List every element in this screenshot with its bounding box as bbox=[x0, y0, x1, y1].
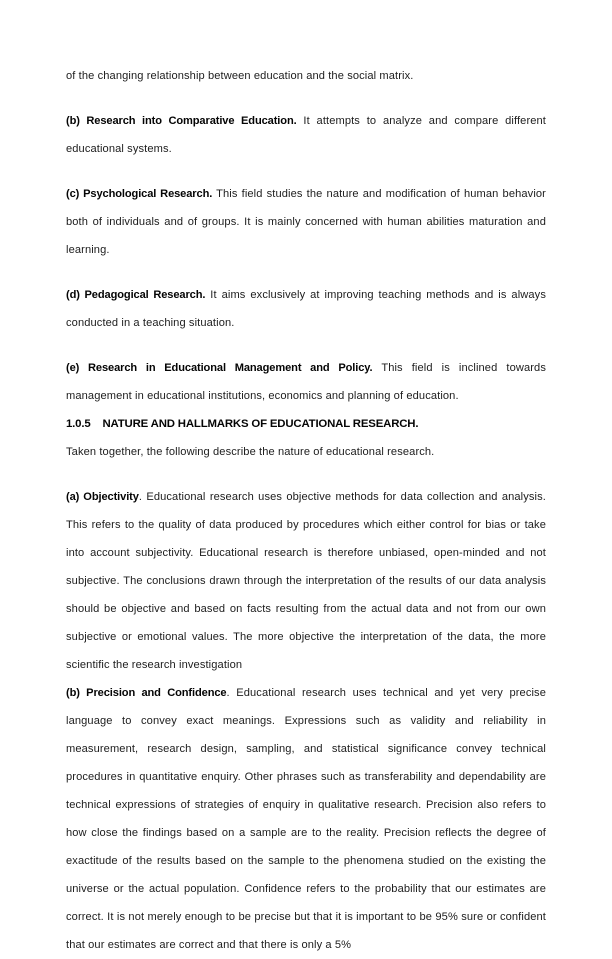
item-d-body: It aims exclusively at improving teaching methods and is always conducted in a teaching situation. bbox=[66, 289, 546, 329]
item-e-body: This field is inclined towards management in educational institutions, economics and planning of education. bbox=[66, 362, 546, 402]
item-c-body: This field studies the nature and modification of human behavior both of individuals and of groups. It is mainly concerned with human abilities maturation and learning. bbox=[66, 188, 546, 256]
item-c-lead: (c) Psychological Research. bbox=[66, 188, 213, 200]
item-b-lead: (b) Research into Comparative Education. bbox=[66, 115, 297, 127]
continuation-text: of the changing relationship between education and the social matrix. bbox=[66, 70, 414, 82]
precision-lead: (b) Precision and Confidence bbox=[66, 687, 227, 699]
section-heading-number: 1.0.5 bbox=[66, 418, 91, 430]
page-content bbox=[66, 62, 546, 959]
item-b-body: It attempts to analyze and compare different educational systems. bbox=[66, 115, 547, 155]
item-d-lead: (d) Pedagogical Research. bbox=[66, 289, 206, 301]
precision-body: . Educational research uses technical and yet very precise language to convey exact meanings. Expressions such as validity and reliability in measurement, research design, sampling, and statistical significance convey technical procedures in quantitative enquiry. Other phrases such as transferability and dependability are technical expressions of strategies of enquiry in qualitative research. Precision also refers to how close the findings based on a sample are to the reality. Precision reflects the degree of exactitude of the results based on the sample to the phenomena studied on the existing the universe or the actual population. Confidence refers to the probability that our estimates are correct. It is not merely enough to be precise but that it is important to be 95% sure or confident that our estimates are correct and that there is only a 5% bbox=[66, 687, 547, 951]
paragraph-item-e bbox=[66, 354, 546, 410]
paragraph-item-b bbox=[66, 107, 546, 163]
section-heading-title: NATURE AND HALLMARKS OF EDUCATIONAL RESEARCH. bbox=[102, 418, 419, 430]
objectivity-body: . Educational research uses objective methods for data collection and analysis. This refers to the quality of data produced by procedures which either control for bias or take into account subjectivity. Educational research is therefore unbiased, open-minded and not subjective. The conclusions drawn through the interpretation of the results of our data analysis should be objective and based on facts resulting from the actual data and not from our own subjective or emotional values. The more objective the interpretation of the data, the more scientific the research investigation bbox=[66, 491, 546, 671]
item-e-lead: (e) Research in Educational Management and Policy. bbox=[66, 362, 373, 374]
paragraph-item-c bbox=[66, 180, 546, 264]
paragraph-intro bbox=[66, 438, 546, 466]
objectivity-lead: (a) Objectivity bbox=[66, 491, 139, 503]
paragraph-continuation bbox=[66, 62, 546, 90]
paragraph-objectivity bbox=[66, 483, 546, 679]
intro-text: Taken together, the following describe the nature of educational research. bbox=[66, 446, 435, 458]
section-heading bbox=[66, 410, 546, 438]
paragraph-precision-confidence bbox=[66, 679, 546, 959]
paragraph-item-d bbox=[66, 281, 546, 337]
